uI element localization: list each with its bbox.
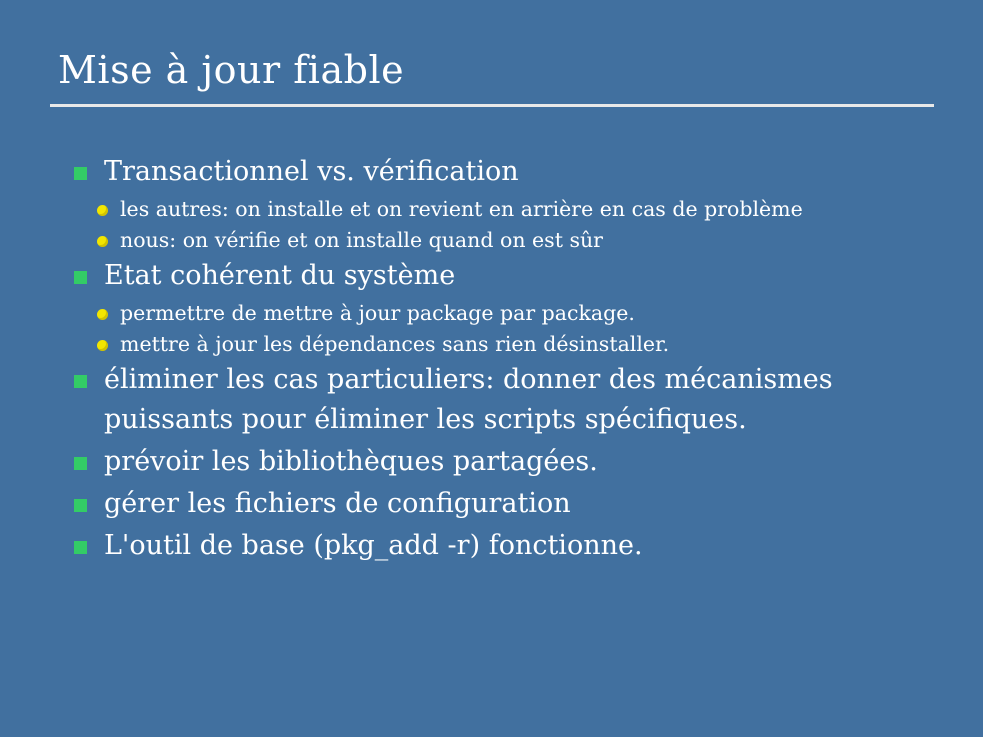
dot-bullet-icon <box>97 309 108 320</box>
slide-content <box>70 152 950 568</box>
list-item-label: nous: on vérifie et on installe quand on est sûr <box>120 228 603 252</box>
square-bullet-icon <box>74 271 87 284</box>
list-item <box>70 526 950 566</box>
dot-bullet-icon <box>97 205 108 216</box>
square-bullet-icon <box>74 457 87 470</box>
list-item-label: Transactionnel vs. vérification <box>104 156 519 187</box>
list-item <box>70 442 950 482</box>
dot-bullet-icon <box>97 340 108 351</box>
list-item-label: mettre à jour les dépendances sans rien désinstaller. <box>120 332 670 356</box>
title-divider <box>50 104 934 107</box>
list-item <box>70 256 950 296</box>
list-item-label: permettre de mettre à jour package par package. <box>120 301 635 325</box>
square-bullet-icon <box>74 167 87 180</box>
list-item-label: les autres: on installe et on revient en arrière en cas de problème <box>120 197 803 221</box>
page-title: Mise à jour fiable <box>58 48 405 92</box>
list-item <box>70 225 950 256</box>
list-item-label: prévoir les bibliothèques partagées. <box>104 446 598 477</box>
square-bullet-icon <box>74 541 87 554</box>
list-item <box>70 152 950 192</box>
list-item <box>70 329 950 360</box>
list-item <box>70 194 950 225</box>
list-item <box>70 484 950 524</box>
bullet-group <box>70 152 950 256</box>
list-item <box>70 360 950 440</box>
list-item-label: éliminer les cas particuliers: donner des mécanismes puissants pour éliminer les scripts spécifiques. <box>104 364 833 435</box>
bullet-group <box>70 256 950 360</box>
list-item <box>70 298 950 329</box>
list-item-label: L'outil de base (pkg_add -r) fonctionne. <box>104 530 643 561</box>
square-bullet-icon <box>74 499 87 512</box>
dot-bullet-icon <box>97 236 108 247</box>
list-item-label: Etat cohérent du système <box>104 260 456 291</box>
square-bullet-icon <box>74 375 87 388</box>
list-item-label: gérer les fichiers de configuration <box>104 488 571 519</box>
